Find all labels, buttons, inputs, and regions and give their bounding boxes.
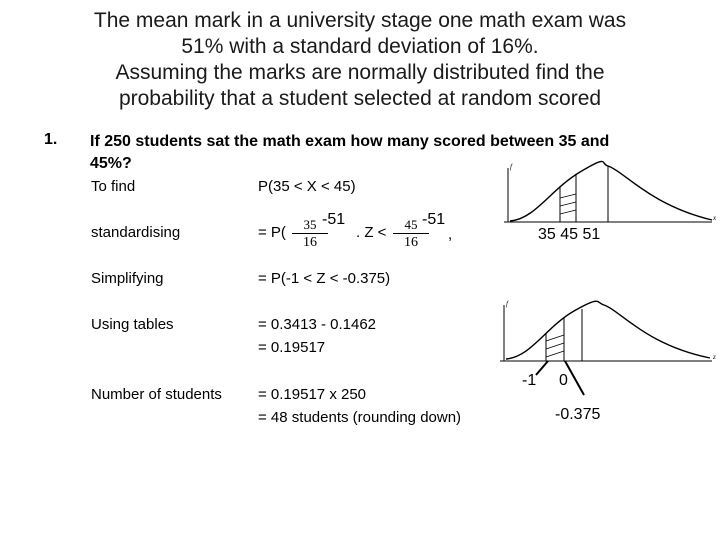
bottom-hatch-2 xyxy=(546,343,564,349)
bottom-label-z: -0.375 xyxy=(555,406,601,423)
fraction-1-numerator: 35 xyxy=(303,217,317,232)
question-number: 1. xyxy=(44,131,58,148)
bottom-y-axis-letter: f xyxy=(506,300,508,308)
number-of-students-label: Number of students xyxy=(91,386,222,403)
fraction-2-numerator: 45 xyxy=(404,217,418,232)
normal-curve-diagram-top xyxy=(490,160,720,230)
number-of-students-value xyxy=(258,383,461,429)
normal-curve-diagram-bottom xyxy=(486,295,720,415)
number-of-students-line-2: = 48 students (rounding down) xyxy=(258,409,462,426)
bottom-arrow-minus-one xyxy=(536,361,548,375)
top-hatch-2 xyxy=(560,202,576,206)
question-line-1: If 250 students sat the math exam how many scored between 35 and xyxy=(90,133,610,150)
to-find-value: P(35 < X < 45) xyxy=(258,178,356,195)
top-hatch-3 xyxy=(560,210,576,214)
title-line-2: 51% with a standard deviation of 16%. xyxy=(181,35,539,58)
using-tables-line-1: = 0.3413 - 0.1462 xyxy=(258,316,377,333)
bottom-label-zero: 0 xyxy=(559,372,568,389)
top-x-axis-letter: x xyxy=(713,214,717,222)
fraction-2-denominator: 16 xyxy=(404,235,418,250)
using-tables-value xyxy=(258,313,376,359)
slide-title xyxy=(20,8,700,112)
bottom-hatch-1 xyxy=(546,335,564,341)
fraction-1-extra: -51 xyxy=(322,211,346,228)
using-tables-label: Using tables xyxy=(91,316,174,333)
bottom-bell-curve xyxy=(506,301,710,359)
simplifying-label: Simplifying xyxy=(91,270,164,287)
standardising-middle: . Z < xyxy=(356,224,387,241)
top-y-axis-letter: f xyxy=(510,163,512,171)
fraction-2-extra: -51 xyxy=(422,211,446,228)
fraction-1-denominator: 16 xyxy=(303,235,317,250)
top-diagram-axis-labels: 35 45 51 xyxy=(538,226,601,243)
title-line-3: Assuming the marks are normally distributed find the xyxy=(115,61,605,84)
standardising-label: standardising xyxy=(91,224,181,241)
standardising-suffix: , xyxy=(448,226,453,243)
title-line-1: The mean mark in a university stage one math exam was xyxy=(93,9,627,32)
using-tables-line-2: = 0.19517 xyxy=(258,339,326,356)
title-line-4: probability that a student selected at random scored xyxy=(118,87,602,110)
bottom-x-axis-letter: z xyxy=(713,353,716,361)
simplifying-value: = P(-1 < Z < -0.375) xyxy=(258,270,391,287)
to-find-label: To find xyxy=(91,178,136,195)
question-line-2: 45%? xyxy=(90,155,132,172)
top-hatch-1 xyxy=(560,194,576,198)
top-bell-curve xyxy=(510,161,712,221)
standardising-prefix: = P( xyxy=(258,224,286,241)
bottom-hatch-3 xyxy=(546,351,564,357)
bottom-label-minus-one: -1 xyxy=(522,372,537,389)
number-of-students-line-1: = 0.19517 x 250 xyxy=(258,386,367,403)
